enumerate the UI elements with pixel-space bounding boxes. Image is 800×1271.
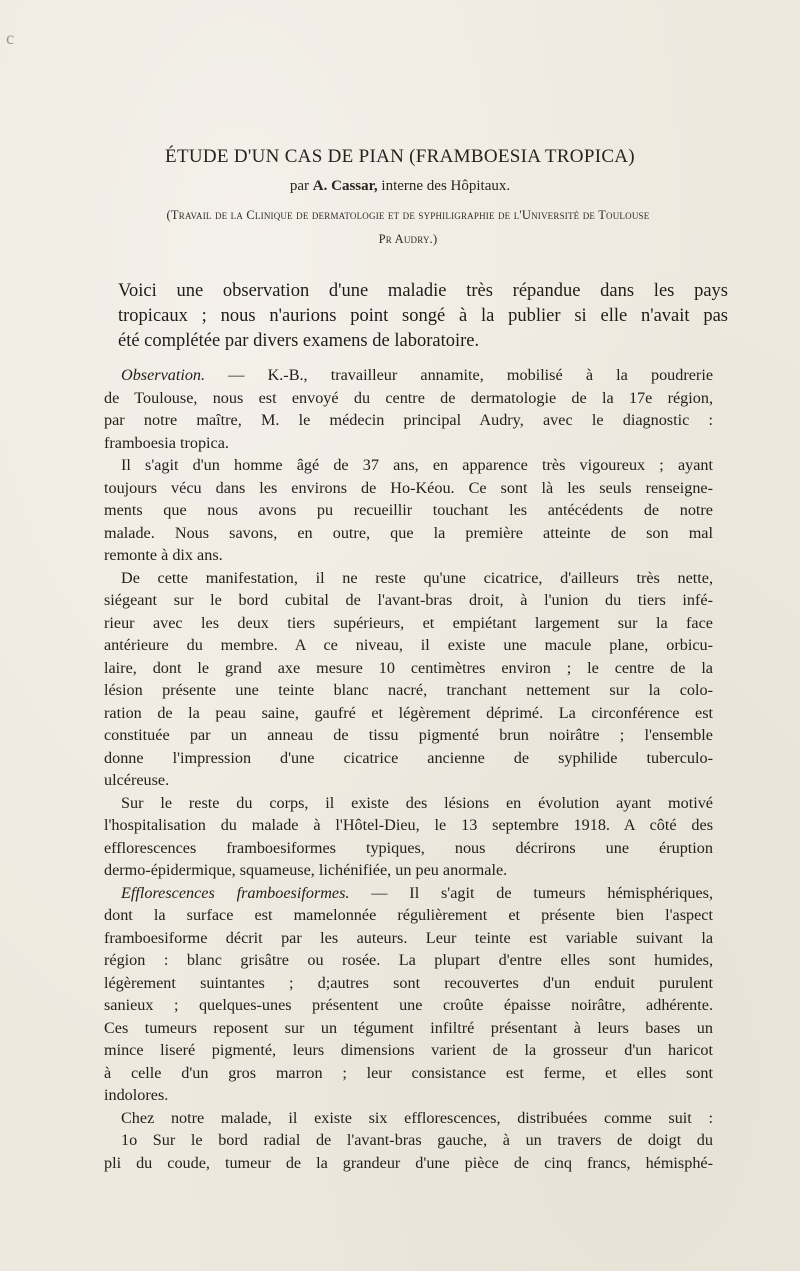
body-line: mince liseré pigmenté, leurs dimensions varient de la grosseur d'un haricot <box>104 1041 713 1059</box>
body-line: malade. Nous savons, en outre, que la première atteinte de son mal <box>104 523 713 542</box>
body-text: — Il s'agit de tumeurs hémisphériques, <box>371 883 713 902</box>
body-line: antérieure du membre. A ce niveau, il existe une macule plane, orbicu- <box>104 636 713 654</box>
body-line: sanieux ; quelques-unes présentent une croûte épaisse noirâtre, adhérente. <box>104 996 713 1014</box>
body-line: constituée par un anneau de tissu pigmenté brun noirâtre ; l'ensemble <box>104 726 713 744</box>
lead-paragraph <box>118 279 728 354</box>
body-line: Il s'agit d'un homme âgé de 37 ans, en apparence très vigoureux ; ayant <box>121 456 713 474</box>
byline <box>0 178 800 195</box>
article-body <box>104 364 713 1174</box>
lead-line: été complétée par divers examens de laboratoire. <box>118 331 480 351</box>
body-line: laire, dont le grand axe mesure 10 centimètres environ ; le centre de la <box>104 658 713 677</box>
corner-mark: c <box>6 28 14 48</box>
body-line: par notre maître, M. le médecin principal Audry, avec le diagnostic : <box>104 411 713 429</box>
affiliation-line-1: (Travail de la Clinique de dermatologie et de syphiligraphie de l'Université de Toulouse <box>166 208 650 222</box>
section-label-efflorescences: Efflorescences framboesiformes. <box>121 883 350 902</box>
body-line: framboesia tropica. <box>104 433 229 452</box>
body-line: légèrement suintantes ; d;autres sont recouvertes d'un enduit purulent <box>104 973 713 992</box>
body-line: ments que nous avons pu recueillir touchant les antécédents de notre <box>104 501 713 519</box>
body-line: pli du coude, tumeur de la grandeur d'une pièce de cinq francs, hémisphé- <box>104 1153 713 1172</box>
body-line: de Toulouse, nous est envoyé du centre de dermatologie de la 17e région, <box>104 388 713 407</box>
body-line: rieur avec les deux tiers supérieurs, et empiétant largement sur la face <box>104 613 713 632</box>
body-line: efflorescences framboesiformes typiques, nous décrirons une éruption <box>104 838 713 857</box>
body-line: Ces tumeurs reposent sur un tégument infiltré présentant à leurs bases un <box>104 1018 713 1037</box>
body-line: toujours vécu dans les environs de Ho-Kéou. Ce sont là les seuls renseigne- <box>104 478 713 497</box>
body-line: remonte à dix ans. <box>104 546 223 564</box>
lead-line: Voici une observation d'une maladie très répandue dans les pays <box>118 281 728 301</box>
body-line <box>104 364 713 387</box>
body-line: De cette manifestation, il ne reste qu'une cicatrice, d'ailleurs très nette, <box>121 568 713 587</box>
body-line <box>104 882 713 905</box>
byline-suffix: interne des Hôpitaux. <box>381 178 511 194</box>
lead-line: tropicaux ; nous n'aurions point songé à la publier si elle n'avait pas <box>118 306 728 326</box>
byline-prefix: par <box>289 178 310 194</box>
body-line: région : blanc grisâtre ou rosée. La plupart d'entre elles sont humides, <box>104 951 713 969</box>
body-line: Chez notre malade, il existe six efflorescences, distribuées comme suit : <box>121 1108 713 1127</box>
body-line: donne l'impression d'une cicatrice ancienne de syphilide tuberculo- <box>104 748 713 767</box>
article-title: ÉTUDE D'UN CAS DE PIAN (FRAMBOESIA TROPICA) <box>165 146 635 167</box>
body-line: framboesiforme décrit par les auteurs. Leur teinte est variable suivant la <box>104 928 713 947</box>
body-line: dermo-épidermique, squameuse, lichénifiée, un peu anormale. <box>104 861 508 879</box>
body-line: dont la surface est mamelonnée régulièrement et présente bien l'aspect <box>104 906 713 924</box>
author-name: A. Cassar, <box>312 178 378 194</box>
body-line: à celle d'un gros marron ; leur consistance est ferme, et elles sont <box>104 1063 713 1082</box>
affiliation <box>100 203 716 251</box>
affiliation-line-2: Pr Audry.) <box>378 232 438 246</box>
body-line: ulcéreuse. <box>104 771 170 789</box>
body-line: lésion présente une teinte blanc nacré, tranchant nettement sur la colo- <box>104 681 713 699</box>
body-line: Sur le reste du corps, il existe des lésions en évolution ayant motivé <box>121 793 713 812</box>
body-text: — K.-B., travailleur annamite, mobilisé à la poudrerie <box>228 366 713 384</box>
body-line: 1o Sur le bord radial de l'avant-bras gauche, à un travers de doigt du <box>121 1131 713 1149</box>
body-line: ration de la peau saine, gaufré et légèrement déprimé. La circonférence est <box>104 703 713 722</box>
body-line: indolores. <box>104 1086 169 1104</box>
section-label-observation: Observation. <box>121 366 206 384</box>
body-line: siégeant sur le bord cubital de l'avant-bras droit, à l'union du tiers infé- <box>104 591 713 609</box>
body-line: l'hospitalisation du malade à l'Hôtel-Dieu, le 13 septembre 1918. A côté des <box>104 816 713 834</box>
